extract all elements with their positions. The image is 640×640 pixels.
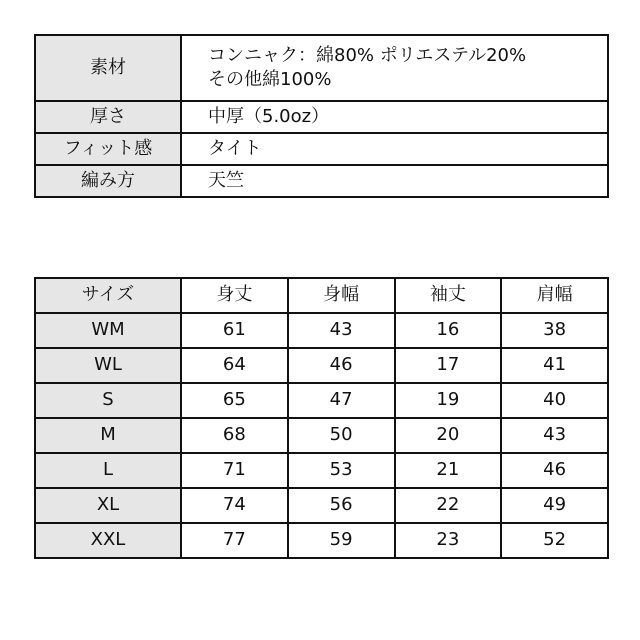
size-header-shoulder: 肩幅 (501, 278, 608, 313)
size-cell-sleeve: 23 (395, 523, 502, 558)
size-cell-length: 64 (181, 348, 288, 383)
material-value-thickness (181, 101, 608, 133)
size-header-width: 身幅 (288, 278, 395, 313)
size-cell-width: 59 (288, 523, 395, 558)
size-row (35, 453, 608, 488)
size-row (35, 383, 608, 418)
size-cell-width: 47 (288, 383, 395, 418)
size-cell-length: 61 (181, 313, 288, 348)
material-label-knit: 編み方 (35, 165, 181, 197)
material-row-knit (35, 165, 608, 197)
size-row (35, 348, 608, 383)
size-row-label: XL (35, 488, 181, 523)
material-value-fit (181, 133, 608, 165)
size-cell-shoulder: 41 (501, 348, 608, 383)
size-row-label: XXL (35, 523, 181, 558)
material-row-thickness (35, 101, 608, 133)
material-label-fabric: 素材 (35, 35, 181, 101)
material-table (34, 34, 609, 198)
size-row (35, 488, 608, 523)
size-cell-sleeve: 16 (395, 313, 502, 348)
material-row-fabric (35, 35, 608, 101)
size-cell-shoulder: 52 (501, 523, 608, 558)
material-label-fit: フィット感 (35, 133, 181, 165)
size-cell-width: 50 (288, 418, 395, 453)
size-header-length: 身丈 (181, 278, 288, 313)
size-row-label: WM (35, 313, 181, 348)
material-label-thickness: 厚さ (35, 101, 181, 133)
size-cell-width: 46 (288, 348, 395, 383)
size-row (35, 313, 608, 348)
size-header-size: サイズ (35, 278, 181, 313)
size-row-label: WL (35, 348, 181, 383)
size-row-label: L (35, 453, 181, 488)
size-row (35, 418, 608, 453)
material-value-fabric-line-2: その他綿100% (208, 69, 332, 90)
size-row-label: M (35, 418, 181, 453)
size-cell-shoulder: 46 (501, 453, 608, 488)
size-cell-sleeve: 17 (395, 348, 502, 383)
size-row-label: S (35, 383, 181, 418)
size-cell-shoulder: 40 (501, 383, 608, 418)
size-cell-sleeve: 20 (395, 418, 502, 453)
material-value-fit-line-1: タイト (208, 137, 262, 159)
material-value-knit (181, 165, 608, 197)
material-value-fabric-line-1: コンニャク：綿80% ポリエステル20% (208, 44, 527, 66)
size-row (35, 523, 608, 558)
material-value-knit-line-1: 天竺 (208, 169, 244, 191)
size-table (34, 277, 609, 559)
size-header-sleeve: 袖丈 (395, 278, 502, 313)
size-cell-length: 74 (181, 488, 288, 523)
size-cell-shoulder: 38 (501, 313, 608, 348)
size-cell-sleeve: 22 (395, 488, 502, 523)
size-cell-length: 77 (181, 523, 288, 558)
material-value-thickness-line-1: 中厚（5.0oz） (208, 105, 330, 127)
size-cell-width: 53 (288, 453, 395, 488)
size-cell-width: 43 (288, 313, 395, 348)
size-cell-shoulder: 43 (501, 418, 608, 453)
size-cell-length: 68 (181, 418, 288, 453)
material-row-fit (35, 133, 608, 165)
size-cell-sleeve: 19 (395, 383, 502, 418)
material-value-fabric (181, 35, 608, 101)
size-cell-width: 56 (288, 488, 395, 523)
size-cell-length: 71 (181, 453, 288, 488)
size-cell-sleeve: 21 (395, 453, 502, 488)
size-cell-shoulder: 49 (501, 488, 608, 523)
size-cell-length: 65 (181, 383, 288, 418)
size-table-header-row (35, 278, 608, 313)
